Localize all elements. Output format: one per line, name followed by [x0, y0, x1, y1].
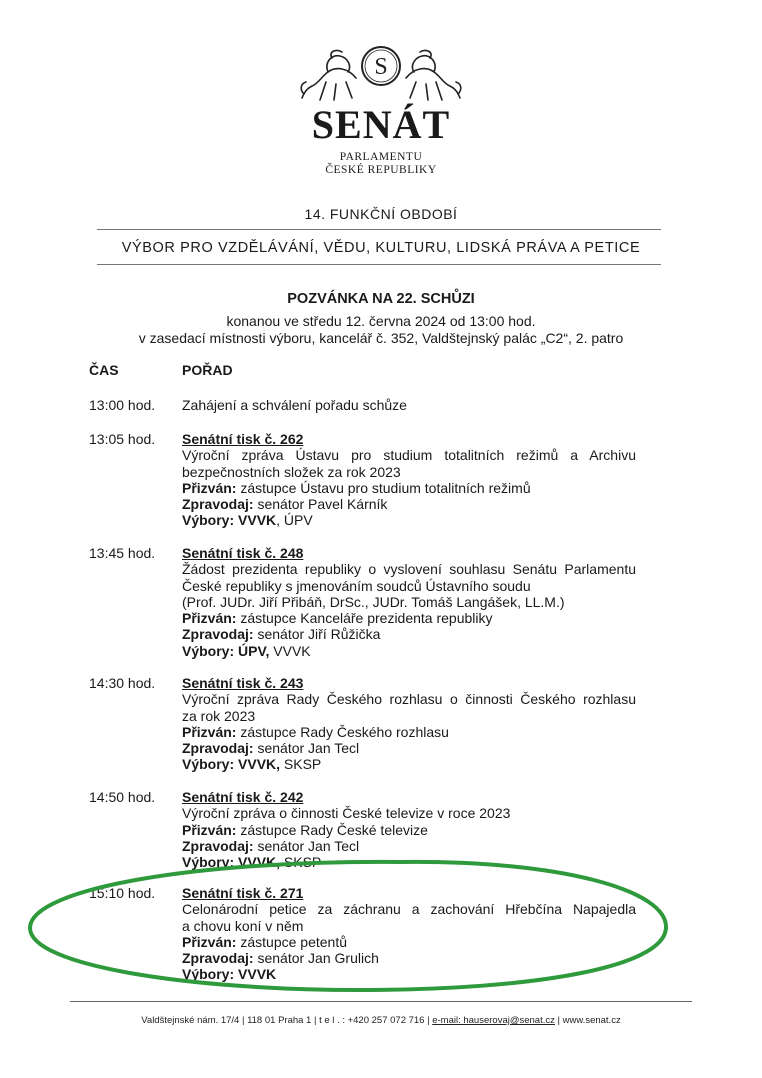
item-invited: Přizván: zástupce Rady České televize — [182, 821, 428, 838]
footer-web: | www.senat.cz — [554, 1015, 621, 1026]
item-description: a chovu koní v něm — [182, 917, 304, 934]
footer — [0, 1015, 762, 1026]
invitation-date-line: konanou ve středu 12. června 2024 od 13:00 hod. — [226, 313, 536, 329]
item-committees: Výbory: ÚPV, VVVK — [182, 642, 311, 659]
item-committees: Výbory: VVVK — [182, 966, 277, 983]
agenda-item — [182, 431, 636, 529]
agenda-item — [182, 545, 636, 659]
document-number: Senátní tisk č. 242 — [182, 789, 304, 805]
agenda-item-opening: Zahájení a schválení pořadu schůze — [182, 397, 407, 413]
agenda-time: 14:50 hod. — [89, 789, 156, 805]
agenda-item — [182, 885, 636, 983]
item-description: za rok 2023 — [182, 707, 256, 724]
senate-title: SENÁT — [311, 102, 451, 147]
agenda-item — [182, 675, 636, 773]
item-committees: Výbory: VVVK, SKSP — [182, 854, 322, 871]
subtitle-line-1: PARLAMENTU — [339, 151, 423, 163]
document-number: Senátní tisk č. 243 — [182, 675, 304, 691]
agenda-time: 15:10 hod. — [89, 885, 156, 901]
document-number: Senátní tisk č. 248 — [182, 545, 304, 561]
item-description: Celonárodní petice za záchranu a zachování Hřebčína Napajedla — [182, 901, 636, 918]
item-description: Výroční zpráva Rady Českého rozhlasu o činnosti Českého rozhlasu — [182, 691, 636, 708]
item-rapporteur: Zpravodaj: senátor Jan Tecl — [182, 740, 360, 757]
document-number: Senátní tisk č. 271 — [182, 885, 304, 901]
agenda-time: 13:05 hod. — [89, 431, 156, 447]
item-invited: Přizván: zástupce Ústavu pro studium totalitních režimů — [182, 479, 531, 496]
item-description: Žádost prezidenta republiky o vyslovení souhlasu Senátu Parlamentu — [182, 561, 636, 578]
item-description: Výroční zpráva Ústavu pro studium totalitních režimů a Archivu — [182, 447, 636, 464]
item-invited: Přizván: zástupce Rady Českého rozhlasu — [182, 723, 449, 740]
footer-divider — [70, 1001, 692, 1002]
divider-bottom — [97, 264, 661, 265]
item-invited: Přizván: zástupce petentů — [182, 933, 347, 950]
item-invited: Přizván: zástupce Kanceláře prezidenta republiky — [182, 610, 493, 627]
item-rapporteur: Zpravodaj: senátor Jiří Růžička — [182, 626, 381, 643]
crest-letter: S — [374, 54, 388, 80]
item-description: České republiky s jmenováním soudců Ústavního soudu — [182, 577, 531, 594]
term-heading: 14. FUNKČNÍ OBDOBÍ — [304, 206, 458, 222]
item-rapporteur: Zpravodaj: senátor Pavel Kárník — [182, 496, 388, 513]
invitation-place-line: v zasedací místnosti výboru, kancelář č. 352, Valdštejnský palác „C2“, 2. patro — [138, 330, 624, 346]
footer-address: Valdštejnské nám. 17/4 | 118 01 Praha 1 | t e l . : +420 257 072 716 | — [141, 1015, 433, 1026]
agenda-time: 13:00 hod. — [89, 397, 156, 413]
item-rapporteur: Zpravodaj: senátor Jan Grulich — [182, 950, 379, 967]
footer-email[interactable]: e-mail: hauserovaj@senat.cz — [432, 1015, 555, 1026]
item-rapporteur: Zpravodaj: senátor Jan Tecl — [182, 837, 360, 854]
agenda-item — [182, 789, 636, 870]
invitation-title: POZVÁNKA NA 22. SCHŮZI — [287, 291, 475, 307]
item-description: Výroční zpráva o činnosti České televize v roce 2023 — [182, 805, 511, 822]
senate-crest-logo — [296, 38, 466, 104]
agenda-time: 14:30 hod. — [89, 675, 156, 691]
document-number: Senátní tisk č. 262 — [182, 431, 304, 447]
divider-top — [97, 229, 661, 230]
subtitle-line-2: ČESKÉ REPUBLIKY — [325, 164, 437, 176]
column-header-time: ČAS — [89, 362, 119, 378]
committee-heading: VÝBOR PRO VZDĚLÁVÁNÍ, VĚDU, KULTURU, LIDSKÁ PRÁVA A PETICE — [121, 240, 641, 256]
item-description: (Prof. JUDr. Jiří Přibáň, DrSc., JUDr. Tomáš Langášek, LL.M.) — [182, 593, 565, 610]
item-committees: Výbory: VVVK, ÚPV — [182, 512, 313, 529]
agenda-time: 13:45 hod. — [89, 545, 156, 561]
item-committees: Výbory: VVVK, SKSP — [182, 756, 322, 773]
column-header-agenda: POŘAD — [182, 362, 233, 378]
item-description: bezpečnostních složek za rok 2023 — [182, 463, 401, 480]
